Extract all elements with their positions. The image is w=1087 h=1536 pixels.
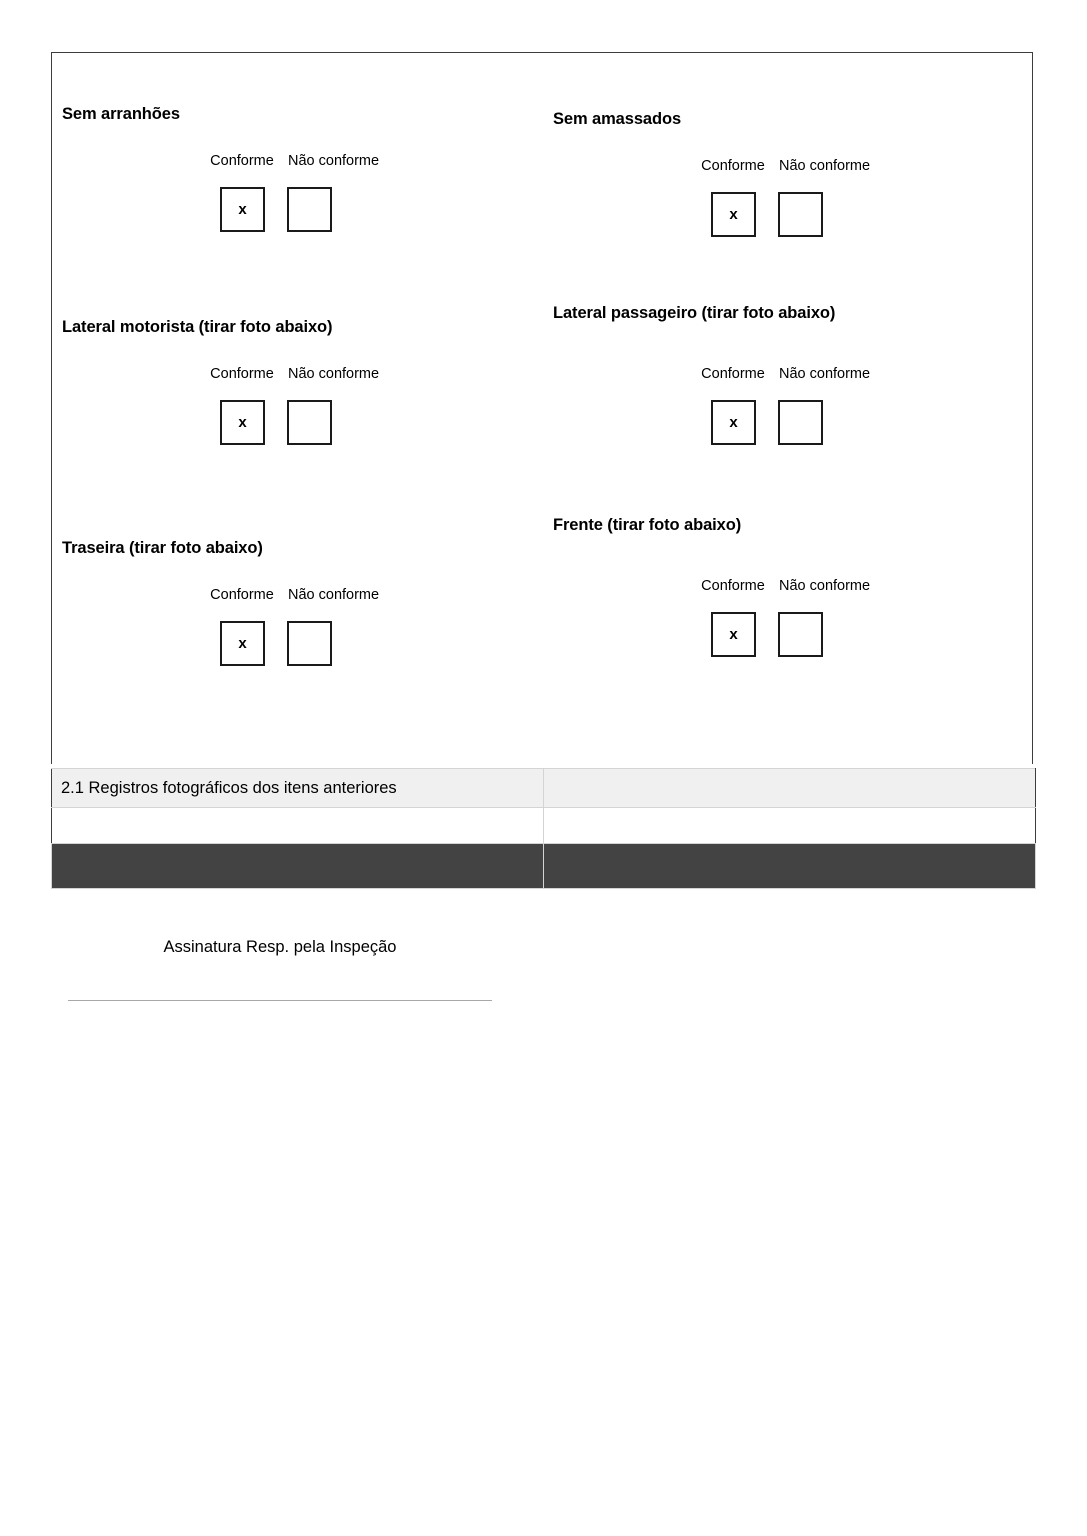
label-conforme: Conforme [210,587,274,603]
choice-checkboxes [220,400,332,445]
label-conforme: Conforme [701,578,765,594]
signature-line[interactable] [68,1000,492,1001]
label-nao-conforme: Não conforme [779,366,871,382]
table-row [52,844,1036,889]
item-title: Sem amassados [553,110,682,128]
section-header-cell [52,769,544,808]
signature-block [68,938,492,1001]
label-nao-conforme: Não conforme [288,366,380,382]
checkbox-nao-conforme[interactable] [287,187,332,232]
choice-labels [689,158,870,174]
label-conforme: Conforme [701,158,765,174]
choice-row [198,153,498,253]
label-nao-conforme: Não conforme [288,587,380,603]
checkbox-nao-conforme[interactable] [287,621,332,666]
table-row [52,769,1036,808]
checkbox-nao-conforme[interactable] [778,400,823,445]
checkbox-conforme[interactable]: x [711,400,756,445]
inspection-item-lateral-passageiro [553,304,871,431]
choice-labels [689,366,870,382]
choice-labels [689,578,870,594]
choice-row [689,158,989,258]
choice-row [689,578,989,678]
label-conforme: Conforme [210,366,274,382]
item-title: Lateral passageiro (tirar foto abaixo) [553,304,836,322]
item-title: Lateral motorista (tirar foto abaixo) [62,318,333,336]
choice-row [689,366,989,466]
checkbox-conforme[interactable]: x [220,400,265,445]
choice-checkboxes [220,621,332,666]
item-title: Traseira (tirar foto abaixo) [62,539,263,557]
inspection-item-traseira [62,539,380,652]
section-header-cell-right [544,769,1036,808]
choice-labels [198,366,379,382]
footer-bar-right [544,844,1036,889]
checkbox-conforme[interactable]: x [220,187,265,232]
label-nao-conforme: Não conforme [779,158,871,174]
inspection-item-lateral-motorista [62,318,380,431]
item-title: Frente (tirar foto abaixo) [553,516,742,534]
choice-checkboxes [220,187,332,232]
checkbox-conforme[interactable]: x [711,612,756,657]
choice-row [198,366,498,466]
item-title: Sem arranhões [62,105,180,123]
photo-records-table [51,768,1036,889]
inspection-item-frente [553,516,871,643]
inspection-item-sem-amassados [553,110,871,223]
photo-slot-right[interactable] [544,808,1036,844]
choice-labels [198,153,379,169]
choice-checkboxes [711,612,823,657]
inspection-item-sem-arranhoes [62,105,380,218]
checkbox-nao-conforme[interactable] [778,612,823,657]
label-nao-conforme: Não conforme [779,578,871,594]
choice-labels [198,587,379,603]
label-conforme: Conforme [210,153,274,169]
choice-row [198,587,498,687]
table-row [52,808,1036,844]
choice-checkboxes [711,192,823,237]
photo-slot-left[interactable] [52,808,544,844]
footer-bar-left [52,844,544,889]
label-conforme: Conforme [701,366,765,382]
checkbox-nao-conforme[interactable] [778,192,823,237]
label-nao-conforme: Não conforme [288,153,380,169]
checkbox-conforme[interactable]: x [220,621,265,666]
checkbox-conforme[interactable]: x [711,192,756,237]
choice-checkboxes [711,400,823,445]
checkbox-nao-conforme[interactable] [287,400,332,445]
section-header-label: 2.1 Registros fotográficos dos itens anteriores [61,778,397,797]
signature-caption: Assinatura Resp. pela Inspeção [163,938,397,956]
